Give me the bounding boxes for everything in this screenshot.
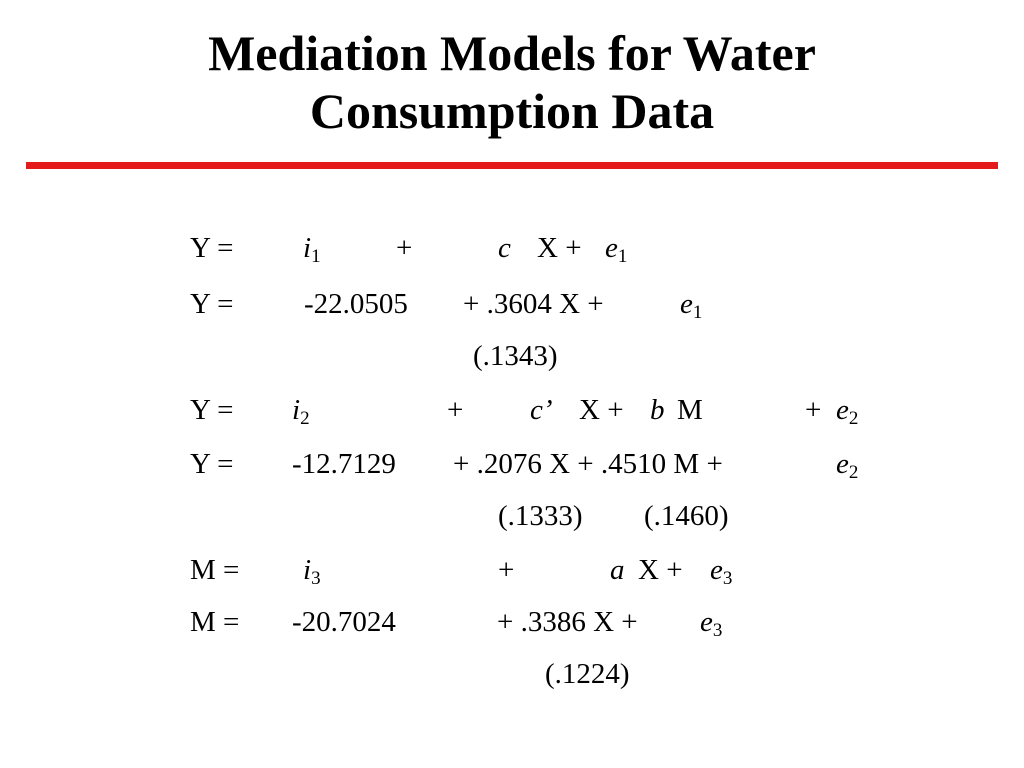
equation-3-est-slope-term: + .3386 X + (497, 606, 638, 638)
equation-1-intercept-subscript: 1 (311, 246, 321, 267)
equation-2-b-symbol: b (650, 394, 665, 426)
equation-3-est-lhs: M = (190, 606, 240, 638)
equation-2-intercept-subscript: 2 (300, 408, 310, 429)
equation-2-m-term: M (677, 394, 703, 426)
equation-2-estimates (0, 448, 1024, 482)
equation-3-plus: + (498, 554, 515, 586)
equation-1-estimates (0, 288, 1024, 322)
slide-title (0, 24, 1024, 140)
equation-2-est-lhs: Y = (190, 448, 234, 480)
equation-2-plus-error: + (805, 394, 822, 426)
equation-1-est-lhs: Y = (190, 288, 234, 320)
equation-1-est-error-symbol: $e_1$ (680, 288, 703, 323)
equation-3-est-error-symbol: $e_3$ (700, 606, 723, 641)
equation-1-x-term: X + (537, 232, 582, 264)
equation-2-est-terms: + .2076 X + .4510 M + (453, 448, 723, 480)
equation-3-est-intercept: -20.7024 (292, 606, 396, 638)
title-divider (26, 162, 998, 169)
equation-2-error-symbol: $e_2$ (836, 394, 859, 429)
equation-3-x-term: X + (638, 554, 683, 586)
equation-1-lhs: Y = (190, 232, 234, 264)
equation-3-est-error-subscript: 3 (712, 620, 723, 641)
equation-2-est-error-symbol: $e_2$ (836, 448, 859, 483)
equation-3-estimates (0, 606, 1024, 640)
equation-2-error-subscript: 2 (848, 408, 859, 429)
equation-2-est-intercept: -12.7129 (292, 448, 396, 480)
equation-1-se-c: (.1343) (473, 340, 558, 372)
equation-1-error-symbol: $e_1$ (605, 232, 628, 267)
equation-1-est-slope-term: + .3604 X + (463, 288, 604, 320)
equation-2-x-term: X + (579, 394, 624, 426)
equation-1-intercept-symbol: $i_1$ (303, 232, 321, 267)
equation-2-se-b: (.1460) (644, 500, 729, 532)
equation-3-intercept-subscript: 3 (311, 568, 321, 589)
equation-2-standard-error-row (0, 500, 1024, 534)
equation-2-lhs: Y = (190, 394, 234, 426)
equation-2-c-prime-symbol: c’ (530, 394, 553, 426)
equation-1-standard-error-row (0, 340, 1024, 374)
equation-1-est-intercept: -22.0505 (304, 288, 408, 320)
equation-3-lhs: M = (190, 554, 240, 586)
equation-1-plus: + (396, 232, 413, 264)
equation-1-model (0, 232, 1024, 266)
equation-2-est-error-subscript: 2 (848, 462, 859, 483)
equation-2-intercept-symbol: $i_2$ (292, 394, 310, 429)
equation-3-error-symbol: $e_3$ (710, 554, 733, 589)
equation-3-se-a: (.1224) (545, 658, 630, 690)
slide-title-line-2: Consumption Data (309, 83, 715, 139)
equation-1-est-error-subscript: 1 (692, 302, 703, 323)
slide-title-line-1: Mediation Models for Water (208, 25, 816, 81)
equation-3-error-subscript: 3 (722, 568, 733, 589)
equation-3-intercept-symbol: $i_3$ (303, 554, 321, 589)
equation-2-model (0, 394, 1024, 428)
equation-3-a-symbol: a (610, 554, 625, 586)
equation-2-plus: + (447, 394, 464, 426)
equation-3-standard-error-row (0, 658, 1024, 692)
equation-1-error-subscript: 1 (617, 246, 628, 267)
equation-1-c-symbol: c (498, 232, 511, 264)
equation-2-se-c-prime: (.1333) (498, 500, 583, 532)
equation-3-model (0, 554, 1024, 588)
